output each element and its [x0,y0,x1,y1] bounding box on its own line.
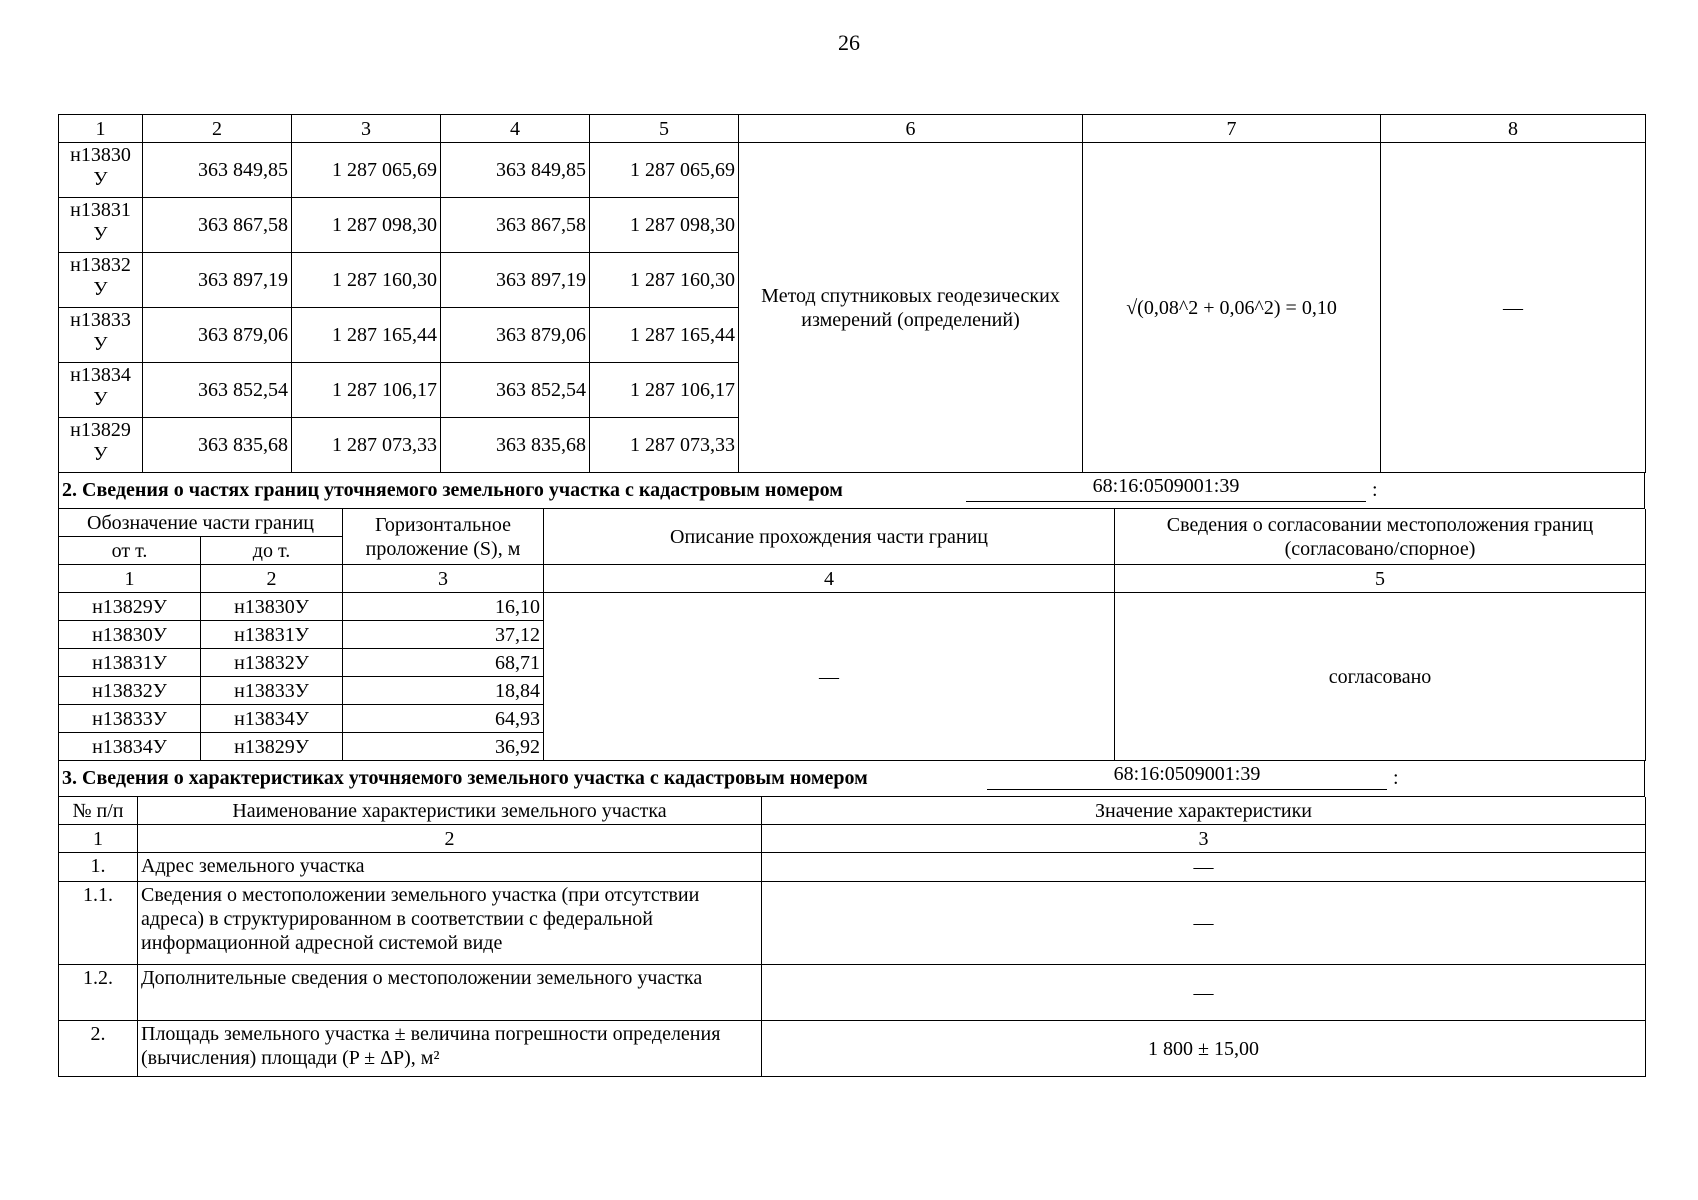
column-number: 5 [1115,565,1646,593]
section-3-colon: : [1393,767,1399,789]
column-number: 1 [59,115,143,143]
column-number: 4 [544,565,1115,593]
table-row [59,1021,1646,1077]
to-point: н13834У [201,705,343,733]
coord-y: 1 287 073,33 [292,418,441,473]
characteristic-name: Адрес земельного участка [138,853,762,882]
from-point: н13832У [59,677,201,705]
from-point-header: от т. [59,537,201,565]
section-2-colon: : [1372,479,1378,501]
horizontal-distance: 18,84 [343,677,544,705]
row-number: 1. [59,853,138,882]
from-point: н13831У [59,649,201,677]
name-header: Наименование характеристики земельного участка [138,797,762,825]
point-name: н13833 У [59,308,143,363]
coord-x: 363 879,06 [441,308,590,363]
coord-x: 363 897,19 [143,253,292,308]
coord-y: 1 287 098,30 [590,198,739,253]
column-number: 2 [138,825,762,853]
description-cell: — [544,593,1115,761]
coord-y: 1 287 106,17 [292,363,441,418]
section-3-heading [58,761,1645,797]
horizontal-distance: 64,93 [343,705,544,733]
characteristic-name: Площадь земельного участка ± величина погрешности определения (вычисления) площади (P ± ΔP), м² [138,1021,762,1077]
column-number: 3 [343,565,544,593]
coord-x: 363 852,54 [143,363,292,418]
section-3-cadastral-number: 68:16:0509001:39 [987,761,1387,790]
characteristic-value: — [762,882,1646,965]
coord-x: 363 897,19 [441,253,590,308]
characteristics-table [58,797,1646,1077]
table-row [59,853,1646,882]
horizontal-header: Горизонтальное проложение (S), м [343,509,544,565]
column-number: 1 [59,825,138,853]
coord-y: 1 287 098,30 [292,198,441,253]
coord-y: 1 287 106,17 [590,363,739,418]
boundary-parts-table [58,509,1646,761]
coord-x: 363 879,06 [143,308,292,363]
horizontal-distance: 37,12 [343,621,544,649]
column-number: 8 [1381,115,1646,143]
characteristic-value: 1 800 ± 15,00 [762,1021,1646,1077]
coord-x: 363 849,85 [143,143,292,198]
column-numbers-row [59,565,1646,593]
characteristic-name: Сведения о местоположении земельного участка (при отсутствии адреса) в структурированном в соответствии с федеральной информационной адресной системой виде [138,882,762,965]
from-point: н13833У [59,705,201,733]
coord-x: 363 835,68 [143,418,292,473]
table-row [59,143,1646,198]
coord-y: 1 287 160,30 [590,253,739,308]
to-point: н13829У [201,733,343,761]
table-header-row [59,115,1646,143]
description-header: Описание прохождения части границ [544,509,1115,565]
point-name: н13834 У [59,363,143,418]
table-row [59,882,1646,965]
coordinates-table [58,114,1646,473]
column-number: 4 [441,115,590,143]
column-number: 2 [143,115,292,143]
characteristic-value: — [762,965,1646,1021]
page-number: 26 [838,30,860,55]
section-2-cadastral-number: 68:16:0509001:39 [966,473,1366,502]
column-number: 7 [1083,115,1381,143]
column-number: 6 [739,115,1083,143]
to-point-header: до т. [201,537,343,565]
value-header: Значение характеристики [762,797,1646,825]
coord-y: 1 287 073,33 [590,418,739,473]
section-2-title: 2. Сведения о частях границ уточняемого земельного участка с кадастровым номером [62,479,843,501]
column-number: 3 [762,825,1646,853]
to-point: н13832У [201,649,343,677]
column-number: 2 [201,565,343,593]
column-number: 5 [590,115,739,143]
row-number: 1.1. [59,882,138,965]
coord-y: 1 287 165,44 [292,308,441,363]
accuracy-cell: √(0,08^2 + 0,06^2) = 0,10 [1083,143,1381,473]
column-number: 3 [292,115,441,143]
num-header: № п/п [59,797,138,825]
horizontal-distance: 16,10 [343,593,544,621]
coord-x: 363 849,85 [441,143,590,198]
column-number: 1 [59,565,201,593]
agreement-cell: согласовано [1115,593,1646,761]
table-row [59,593,1646,621]
point-name: н13831 У [59,198,143,253]
coord-x: 363 852,54 [441,363,590,418]
table-header-row [59,509,1646,537]
row-number: 1.2. [59,965,138,1021]
table-header-row [59,797,1646,825]
to-point: н13831У [201,621,343,649]
coord-x: 363 867,58 [143,198,292,253]
part-designation-header: Обозначение части границ [59,509,343,537]
coord-x: 363 867,58 [441,198,590,253]
column-numbers-row [59,825,1646,853]
from-point: н13834У [59,733,201,761]
method-cell: Метод спутниковых геодезических измерений (определений) [739,143,1083,473]
from-point: н13830У [59,621,201,649]
to-point: н13833У [201,677,343,705]
point-name: н13832 У [59,253,143,308]
to-point: н13830У [201,593,343,621]
section-2-heading [58,473,1645,509]
coord-y: 1 287 165,44 [590,308,739,363]
coord-y: 1 287 065,69 [292,143,441,198]
point-name: н13829 У [59,418,143,473]
characteristic-name: Дополнительные сведения о местоположении земельного участка [138,965,762,1021]
characteristic-value: — [762,853,1646,882]
agreement-header: Сведения о согласовании местоположения границ (согласовано/спорное) [1115,509,1646,565]
horizontal-distance: 68,71 [343,649,544,677]
point-name: н13830 У [59,143,143,198]
document-body [58,114,1645,1077]
table-row [59,965,1646,1021]
row-number: 2. [59,1021,138,1077]
from-point: н13829У [59,593,201,621]
section-3-title: 3. Сведения о характеристиках уточняемого земельного участка с кадастровым номером [62,767,868,789]
coord-y: 1 287 065,69 [590,143,739,198]
coord-x: 363 835,68 [441,418,590,473]
column-8-cell: — [1381,143,1646,473]
coord-y: 1 287 160,30 [292,253,441,308]
horizontal-distance: 36,92 [343,733,544,761]
